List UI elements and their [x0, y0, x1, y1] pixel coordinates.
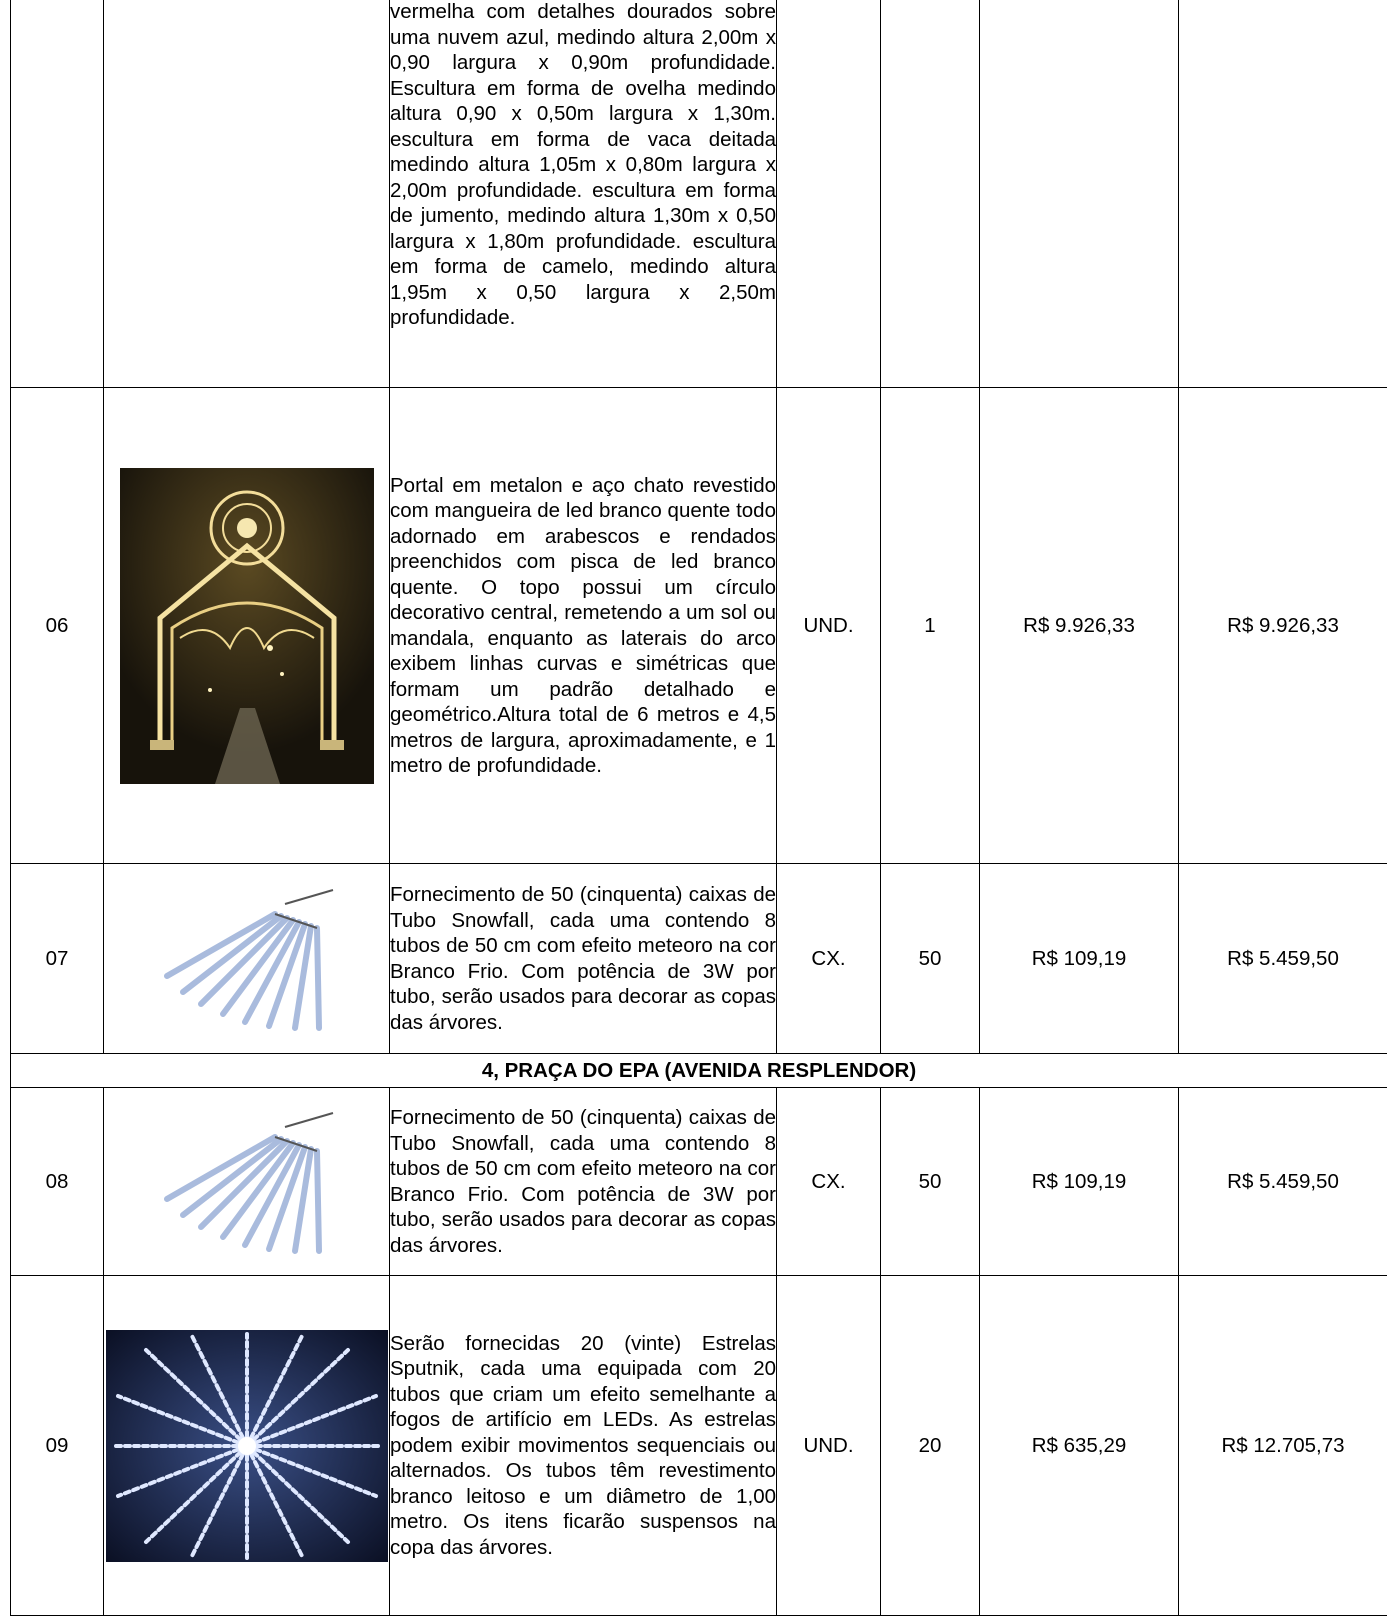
item-description: vermelha com detalhes dourados sobre uma nuvem azul, medindo altura 2,00m x 0,90 largura x 0,90m profundidade. Escultura em forma de ovelha medindo altura 0,90 x 0,50m largura x 1,30m. escultura em forma de vaca deitada medindo altura 1,05m x 0,80m largura x 2,00m profundidade. escultura em forma de jumento, medindo altura 1,30m x 0,50 largura x 1,80m profundidade. escultura em forma de camelo, medindo altura 1,95m x 0,50 largura x 2,50m profundidade. — [390, 0, 776, 329]
item-description: Serão fornecidas 20 (vinte) Estrelas Sputnik, cada uma equipada com 20 tubos que criam um efeito semelhante a fogos de artifício em LEDs. As estrelas podem exibir movimentos sequenciais ou alternados. Os tubos têm revestimento branco leitoso e um diâmetro de 1,00 metro. Os itens ficarão suspensos na copa das árvores. — [390, 1331, 776, 1559]
section-title: 4, PRAÇA DO EPA (AVENIDA RESPLENDOR) — [11, 1054, 1387, 1088]
quantity: 1 — [881, 388, 980, 864]
item-description: Portal em metalon e aço chato revestido com mangueira de led branco quente todo adornado em arabescos e rendados preenchidos com pisca de led branco quente. O topo possui um círculo decorativo central, remetendo a um sol ou mandala, enquanto as laterais do arco exibem linhas curvas e simétricas que formam um padrão detalhado e geométrico.Altura total de 6 metros e 4,5 metros de largura, aproximadamente, e 1 metro de profundidade. — [390, 473, 776, 777]
image-cell — [104, 0, 390, 388]
image-cell — [104, 864, 390, 1054]
unit-cell — [777, 0, 881, 388]
image-cell — [104, 1276, 390, 1616]
description-cell — [390, 0, 777, 388]
image-cell — [104, 1088, 390, 1276]
quantity-cell — [881, 0, 980, 388]
unit-of-measure: UND. — [777, 1276, 881, 1616]
item-number: 08 — [11, 1088, 104, 1276]
total-cell — [1179, 0, 1387, 388]
image-cell — [104, 388, 390, 864]
unit-price: R$ 635,29 — [980, 1276, 1179, 1616]
table-row — [11, 1276, 1387, 1616]
table-row — [11, 864, 1387, 1054]
description-cell — [390, 1276, 777, 1616]
quantity: 50 — [881, 864, 980, 1054]
quantity: 20 — [881, 1276, 980, 1616]
description-cell — [390, 388, 777, 864]
unit-price-cell — [980, 0, 1179, 388]
total-price: R$ 5.459,50 — [1179, 1088, 1387, 1276]
quantity: 50 — [881, 1088, 980, 1276]
total-price: R$ 12.705,73 — [1179, 1276, 1387, 1616]
item-number: 07 — [11, 864, 104, 1054]
item-number: 09 — [11, 1276, 104, 1616]
sputnik-star-image — [106, 1330, 388, 1562]
description-cell — [390, 1088, 777, 1276]
items-table — [10, 0, 1387, 1616]
unit-of-measure: CX. — [777, 864, 881, 1054]
total-price: R$ 9.926,33 — [1179, 388, 1387, 864]
snowfall-tubes-image — [157, 884, 337, 1034]
unit-price: R$ 109,19 — [980, 1088, 1179, 1276]
item-number-cell — [11, 0, 104, 388]
unit-of-measure: CX. — [777, 1088, 881, 1276]
item-description: Fornecimento de 50 (cinquenta) caixas de Tubo Snowfall, cada uma contendo 8 tubos de 50 cm com efeito meteoro na cor Branco Frio. Com potência de 3W por tubo, serão usados para decorar as copas das árvores. — [390, 1106, 776, 1257]
snowfall-tubes-image — [157, 1107, 337, 1257]
table-row — [11, 0, 1387, 388]
unit-price: R$ 109,19 — [980, 864, 1179, 1054]
item-number: 06 — [11, 388, 104, 864]
unit-price: R$ 9.926,33 — [980, 388, 1179, 864]
table-row — [11, 1088, 1387, 1276]
table-row — [11, 388, 1387, 864]
item-description: Fornecimento de 50 (cinquenta) caixas de Tubo Snowfall, cada uma contendo 8 tubos de 50 cm com efeito meteoro na cor Branco Frio. Com potência de 3W por tubo, serão usados para decorar as copas das árvores. — [390, 883, 776, 1034]
lighted-arch-portal-image — [120, 468, 374, 784]
section-row — [11, 1054, 1387, 1088]
total-price: R$ 5.459,50 — [1179, 864, 1387, 1054]
unit-of-measure: UND. — [777, 388, 881, 864]
description-cell — [390, 864, 777, 1054]
